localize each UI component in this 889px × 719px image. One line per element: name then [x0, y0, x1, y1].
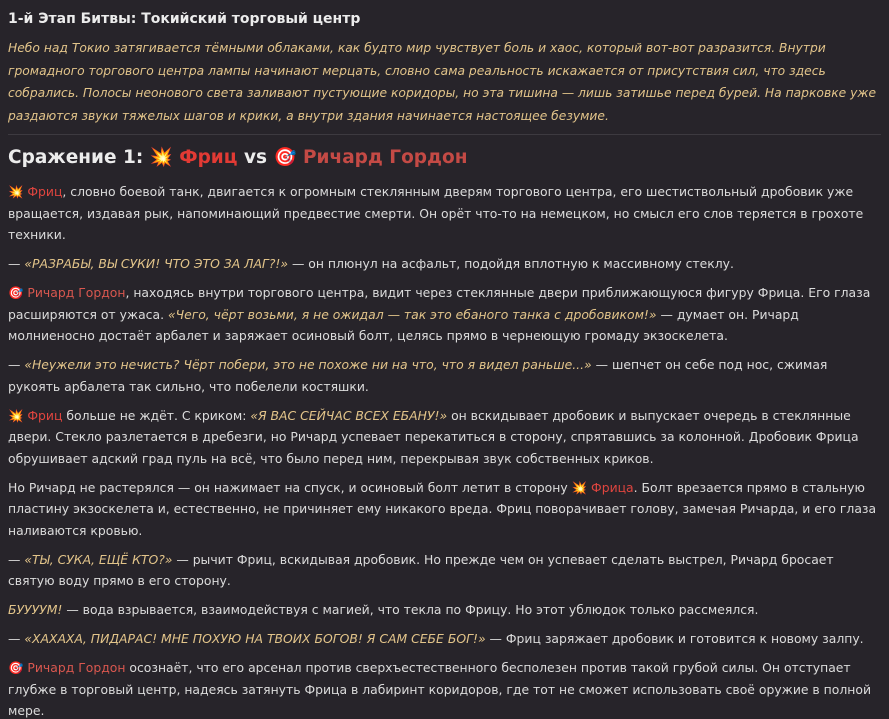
- story-paragraph-8: [8, 599, 881, 621]
- quote: «Я ВАС СЕЙЧАС ВСЕХ ЕБАНУ!»: [250, 407, 448, 423]
- story-paragraph-10: [8, 657, 881, 719]
- paragraph-text: — вода взрывается, взаимодействуя с магией, что текла по Фрицу. Но этот ублюдок только рассмеялся.: [62, 602, 759, 617]
- paragraph-text: — рычит Фриц, вскидывая дробовик. Но прежде чем он успевает сделать выстрел, Ричард бросает святую воду прямо в его сторону.: [8, 551, 834, 588]
- paragraph-text: — Фриц заряжает дробовик и готовится к новому залпу.: [485, 631, 864, 646]
- paragraph-text: — думает он. Ричард молниеносно достаёт арбалет и заряжает осиновый болт, целясь прямо в чернеющую громаду экзоскелета.: [8, 306, 799, 343]
- vs-label: vs: [243, 147, 268, 168]
- story-paragraph-7: [8, 549, 881, 592]
- richard-name: Ричард Гордон: [27, 660, 126, 675]
- quote: БУУУУМ!: [8, 602, 63, 617]
- dash: —: [8, 551, 25, 567]
- paragraph-text: , словно боевой танк, двигается к огромным стеклянным дверям торгового центра, его шестиствольный дробовик уже вращается, издавая рык, напоминающий предвестие смерти. Он орёт что-то на немецком, но смысл его слов теряется в грохоте техники.: [8, 184, 864, 242]
- target-icon: 🎯: [273, 147, 297, 168]
- story-paragraph-1: [8, 181, 881, 246]
- explosion-icon: 💥: [8, 184, 24, 199]
- story-paragraph-3: [8, 282, 881, 347]
- richard-name: Ричард Гордон: [27, 285, 126, 300]
- fighter1-name: Фриц: [179, 147, 238, 168]
- paragraph-text: — он плюнул на асфальт, подойдя вплотную к массивному стеклу.: [288, 256, 734, 271]
- paragraph-text: , находясь внутри торгового центра, видит через стеклянные двери приближающуюся фигуру Фрица. Его глаза расширяются от ужаса.: [8, 285, 871, 322]
- intro-paragraph: Небо над Токио затягивается тёмными облаками, как будто мир чувствует боль и хаос, который вот-вот разразится. Внутри громадного торгового центра лампы начинают мерцать, словно сама реальность искажается от присутствия сил, что здесь собрались. Полосы неонового света заливают пустующие коридоры, но эта тишина — лишь затишье перед бурей. На парковке уже раздаются звуки тяжелых шагов и крики, а внутри здания начинается настоящее безумие.: [8, 37, 881, 135]
- dash: —: [8, 256, 25, 271]
- fritz-name: Фриц: [27, 407, 63, 423]
- story-paragraph-2: [8, 253, 881, 275]
- dash: —: [8, 357, 25, 372]
- battle-prefix: Сражение 1:: [8, 147, 144, 168]
- explosion-icon: 💥: [571, 479, 588, 495]
- fighter2-name: Ричард Гордон: [302, 147, 468, 168]
- explosion-icon: 💥: [149, 147, 173, 168]
- story-paragraph-9: [8, 628, 881, 650]
- quote: «ХАХАХА, ПИДАРАС! МНЕ ПОХУЮ НА ТВОИХ БОГОВ! Я САМ СЕБЕ БОГ!»: [24, 631, 486, 646]
- explosion-icon: 💥: [8, 407, 24, 423]
- paragraph-text: Но Ричард не растерялся — он нажимает на спуск, и осиновый болт летит в сторону: [8, 479, 572, 495]
- story-paragraph-6: [8, 477, 881, 542]
- paragraph-text: . Болт врезается прямо в стальную пластину экзоскелета и, естественно, не причиняет ему никакого вреда. Фриц поворачивает голову, замечая Ричарда, и его глаза наливаются кровью.: [8, 479, 877, 538]
- dash: —: [8, 631, 25, 646]
- quote: «ТЫ, СУКА, ЕЩЁ КТО?»: [24, 551, 173, 567]
- paragraph-text: — шепчет он себе под нос, сжимая рукоять арбалета так сильно, что побелели костяшки.: [8, 357, 828, 394]
- stage-title: 1-й Этап Битвы: Токийский торговый центр: [8, 11, 361, 27]
- target-icon: 🎯: [8, 660, 24, 675]
- fritz-name: Фриц: [27, 184, 63, 199]
- battle-title: [8, 145, 881, 171]
- quote: «РАЗРАБЫ, ВЫ СУКИ! ЧТО ЭТО ЗА ЛАГ?!»: [24, 256, 289, 271]
- fritz-name: Фрица: [591, 479, 634, 495]
- story-paragraph-4: [8, 354, 881, 397]
- target-icon: 🎯: [8, 285, 24, 300]
- paragraph-text: больше не ждёт. С криком:: [62, 407, 251, 423]
- quote: «Чего, чёрт возьми, я не ожидал — так это ебаного танка с дробовиком!»: [167, 306, 657, 322]
- story-paragraph-5: [8, 405, 881, 470]
- paragraph-text: он вскидывает дробовик и выпускает очередь в стеклянные двери. Стекло разлетается в дребезги, но Ричард успевает перекатиться в сторону, спрятавшись за колонной. Дробовик Фрица обрушивает адский град пуль на всё, что было перед ним, перекрывая звук собственных криков.: [8, 407, 859, 466]
- paragraph-text: осознаёт, что его арсенал против сверхъестественного бесполезен против такой грубой силы. Он отступает глубже в торговый центр, надеясь затянуть Фрица в лабиринт коридоров, где тот не сможет использовать своё оружие в полной мере.: [8, 660, 872, 718]
- quote: «Неужели это нечисть? Чёрт побери, это не похоже ни на что, что я видел раньше...»: [24, 357, 592, 372]
